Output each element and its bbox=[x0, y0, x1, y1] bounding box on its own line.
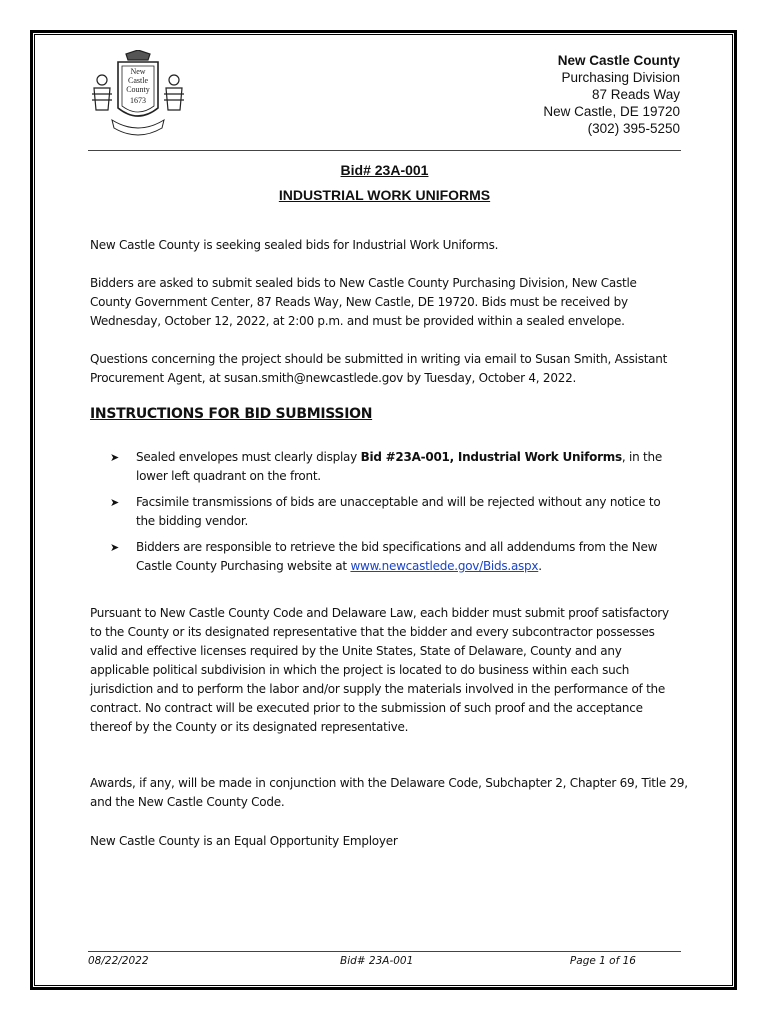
footer-page-number: Page 1 of 16 bbox=[569, 955, 636, 967]
awards-paragraph: Awards, if any, will be made in conjunction with the Delaware Code, Subchapter 2, Chapter 69, Title 29, and the New Castle County Code. bbox=[90, 776, 688, 809]
address-block bbox=[543, 52, 680, 137]
arrow-bullet-icon: ➤ bbox=[110, 451, 119, 464]
county-seal-logo bbox=[88, 50, 188, 140]
bid-number: Bid# 23A-001 bbox=[340, 162, 429, 178]
svg-text:1673: 1673 bbox=[130, 96, 146, 105]
intro-paragraph: New Castle County is seeking sealed bids for Industrial Work Uniforms. bbox=[90, 238, 499, 252]
svg-text:County: County bbox=[126, 85, 150, 94]
org-name: New Castle County bbox=[557, 53, 680, 68]
questions-paragraph: Questions concerning the project should be submitted in writing via email to Susan Smith, Assistant Procurement Agent, at susan.smith@newcastlede.gov by Tuesday, October 4, 2022. bbox=[90, 352, 668, 385]
list-item: ➤ Bidders are responsible to retrieve the bid specifications and all addendums from the New Castle County Purchasing website at www.newcastlede.gov/Bids.aspx. bbox=[110, 540, 658, 573]
footer-divider bbox=[88, 951, 681, 952]
bids-website-link[interactable]: www.newcastlede.gov/Bids.aspx bbox=[350, 559, 539, 573]
arrow-bullet-icon: ➤ bbox=[110, 496, 119, 509]
list-item: ➤ Facsimile transmissions of bids are unacceptable and will be rejected without any notice to the bidding vendor. bbox=[110, 495, 661, 528]
list-item: ➤ Sealed envelopes must clearly display Bid #23A-001, Industrial Work Uniforms, in the lower left quadrant on the front. bbox=[110, 450, 662, 483]
footer-bid: Bid# 23A-001 bbox=[340, 955, 414, 967]
street-address: 87 Reads Way bbox=[591, 87, 680, 102]
arrow-bullet-icon: ➤ bbox=[110, 541, 119, 554]
phone-number: (302) 395-5250 bbox=[587, 121, 680, 136]
city-address: New Castle, DE 19720 bbox=[543, 104, 680, 119]
submit-paragraph: Bidders are asked to submit sealed bids to New Castle County Purchasing Division, New Castle County Government Center, 87 Reads Way, New Castle, DE 19720. Bids must be received by Wednesday, October 12, 2022, at 2:00 p.m. and must be provided within a sealed envelope. bbox=[90, 276, 637, 328]
division-name: Purchasing Division bbox=[561, 70, 680, 85]
svg-text:Castle: Castle bbox=[128, 76, 148, 85]
bid-title: INDUSTRIAL WORK UNIFORMS bbox=[278, 187, 491, 203]
header-divider bbox=[88, 150, 681, 151]
licenses-paragraph: Pursuant to New Castle County Code and Delaware Law, each bidder must submit proof satisfactory to the County or its designated representative that the bidder and every subcontractor possesses valid and effective licenses required by the Unite States, State of Delaware, County and any applicable political subdivision in which the project is located to do business within each such jurisdiction and to perform the labor and/or supply the materials involved in the performance of the contract. No contract will be executed prior to the submission of such proof and the acceptance thereof by the County or its designated representative. bbox=[90, 606, 669, 734]
eoe-statement: New Castle County is an Equal Opportunity Employer bbox=[90, 834, 398, 848]
instructions-heading: INSTRUCTIONS FOR BID SUBMISSION bbox=[90, 406, 373, 422]
footer-date: 08/22/2022 bbox=[88, 955, 149, 967]
instructions-list bbox=[110, 448, 680, 583]
svg-text:New: New bbox=[130, 67, 146, 76]
